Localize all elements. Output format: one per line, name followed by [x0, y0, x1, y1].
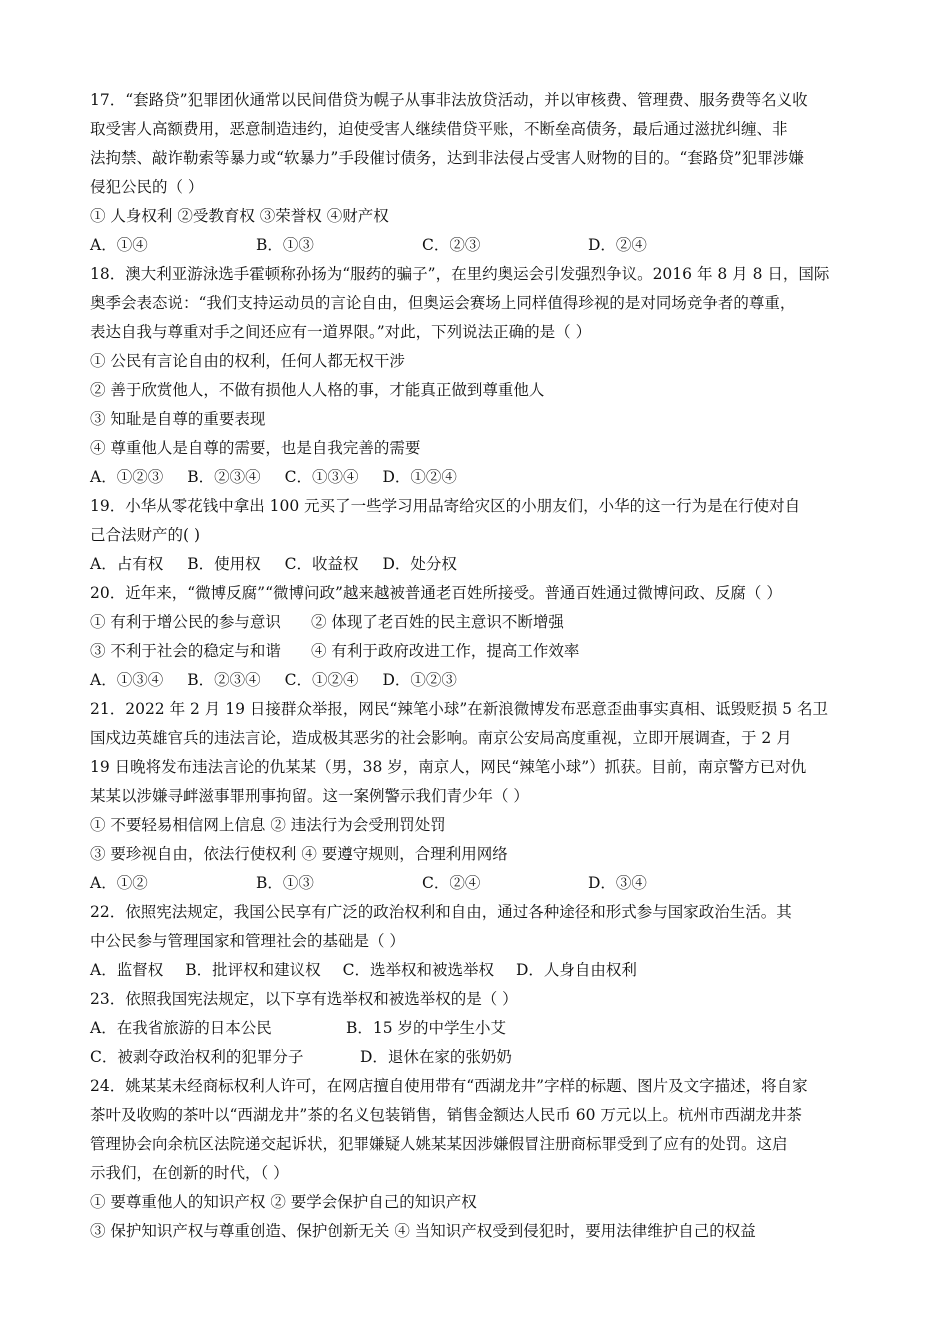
option-c: C．①②④	[284, 671, 359, 689]
question-20-statements-row	[90, 637, 870, 666]
question-17-stem-line: 取受害人高额费用，恶意制造违约，迫使受害人继续借贷平账，不断垒高债务，最后通过滋扰纠缠、非	[90, 120, 788, 138]
question-17-statements: ① 人身权利 ②受教育权 ③荣誉权 ④财产权	[90, 207, 389, 225]
question-19-stem-line: 19．小华从零花钱中拿出 100 元买了一些学习用品寄给灾区的小朋友们，小华的这一行为是在行使对自	[90, 497, 801, 515]
option-d: D．②④	[588, 236, 647, 254]
option-d: D．③④	[588, 874, 647, 892]
question-24-stem-line: 管理协会向余杭区法院递交起诉状，犯罪嫌疑人姚某某因涉嫌假冒注册商标罪受到了应有的处罚。这启	[90, 1135, 788, 1153]
option-a: A．①④	[90, 236, 148, 254]
question-18-statement: ③ 知耻是自尊的重要表现	[90, 410, 266, 428]
question-19-stem-line: 己合法财产的( )	[90, 526, 201, 544]
question-23-options-row	[90, 1043, 870, 1072]
question-20-stem-line: 20．近年来，“微博反腐”“微博问政”越来越被普通老百姓所接受。普通百姓通过微博问政、反腐（ ）	[90, 584, 782, 602]
option-b: B．①③	[256, 236, 314, 254]
question-21-stem-line: 国戍边英雄官兵的违法言论，造成极其恶劣的社会影响。南京公安局高度重视，立即开展调查，于 2 月	[90, 729, 792, 747]
question-20-statement: ② 体现了老百姓的民主意识不断增强	[310, 613, 564, 631]
question-24	[90, 1072, 870, 1246]
question-21	[90, 695, 870, 898]
question-20-options	[90, 666, 870, 695]
option-d: D．退休在家的张奶奶	[360, 1048, 512, 1066]
question-22	[90, 898, 870, 985]
option-b: B．批评权和建议权	[185, 961, 321, 979]
option-d: D．人身自由权利	[515, 961, 637, 979]
question-23-options-row	[90, 1014, 870, 1043]
option-b: B．15 岁的中学生小艾	[346, 1019, 507, 1037]
option-a: A．①③④	[90, 671, 164, 689]
question-17-stem-line: 侵犯公民的（ ）	[90, 178, 204, 196]
option-c: C．②④	[422, 874, 481, 892]
question-22-options	[90, 956, 870, 985]
option-c: C．②③	[422, 236, 481, 254]
question-21-stem-line: 某某以涉嫌寻衅滋事罪刑事拘留。这一案例警示我们青少年（ ）	[90, 787, 529, 805]
question-18-statement: ② 善于欣赏他人，不做有损他人人格的事，才能真正做到尊重他人	[90, 381, 545, 399]
question-24-statement: ① 要尊重他人的知识产权 ② 要学会保护自己的知识产权	[90, 1193, 477, 1211]
option-c: C．选举权和被选举权	[342, 961, 494, 979]
question-20-statement: ① 有利于增公民的参与意识	[90, 613, 281, 631]
question-24-stem-line: 示我们，在创新的时代，（ ）	[90, 1164, 289, 1182]
option-c: C．被剥夺政治权利的犯罪分子	[90, 1048, 304, 1066]
question-17-options	[90, 231, 870, 260]
question-21-stem-line: 21．2022 年 2 月 19 日接群众举报，网民“辣笔小球”在新浪微博发布恶意歪曲事实真相、诋毁贬损 5 名卫	[90, 700, 828, 718]
question-24-stem-line: 茶叶及收购的茶叶以“西湖龙井”茶的名义包装销售，销售金额达人民币 60 万元以上。杭州市西湖龙井茶	[90, 1106, 802, 1124]
question-22-stem-line: 22．依照宪法规定，我国公民享有广泛的政治权利和自由，通过各种途径和形式参与国家政治生活。其	[90, 903, 792, 921]
question-23	[90, 985, 870, 1072]
question-20-statement: ③ 不利于社会的稳定与和谐	[90, 642, 281, 660]
exam-page	[90, 86, 870, 1246]
question-20-statement: ④ 有利于政府改进工作，提高工作效率	[310, 642, 580, 660]
option-b: B．②③④	[187, 468, 261, 486]
question-20	[90, 579, 870, 695]
question-19	[90, 492, 870, 579]
option-c: C．①③④	[284, 468, 359, 486]
question-17-stem-line: 17．“套路贷”犯罪团伙通常以民间借贷为幌子从事非法放贷活动，并以审核费、管理费、服务费等名义收	[90, 91, 808, 109]
question-20-statements-row	[90, 608, 870, 637]
option-a: A．在我省旅游的日本公民	[90, 1019, 272, 1037]
question-24-stem-line: 24．姚某某未经商标权利人许可，在网店擅自使用带有“西湖龙井”字样的标题、图片及文字描述，将自家	[90, 1077, 808, 1095]
option-d: D．处分权	[382, 555, 457, 573]
question-22-stem-line: 中公民参与管理国家和管理社会的基础是（ ）	[90, 932, 405, 950]
question-17-stem-line: 法拘禁、敲诈勒索等暴力或“软暴力”手段催讨债务，达到非法侵占受害人财物的目的。“套路贷”犯罪涉嫌	[90, 149, 804, 167]
question-18-stem-line: 18．澳大利亚游泳选手霍顿称孙扬为“服药的骗子”，在里约奥运会引发强烈争议。2016 年 8 月 8 日，国际	[90, 265, 830, 283]
option-a: A．监督权	[90, 961, 164, 979]
question-21-options	[90, 869, 870, 898]
option-b: B．①③	[256, 874, 314, 892]
question-21-statement: ① 不要轻易相信网上信息 ② 违法行为会受刑罚处罚	[90, 816, 446, 834]
question-18-statement: ① 公民有言论自由的权利，任何人都无权干涉	[90, 352, 405, 370]
question-23-stem-line: 23．依照我国宪法规定，以下享有选举权和被选举权的是（ ）	[90, 990, 518, 1008]
option-a: A．占有权	[90, 555, 164, 573]
question-19-options	[90, 550, 870, 579]
question-18-stem-line: 奥季会表态说：“我们支持运动员的言论自由，但奥运会赛场上同样值得珍视的是对同场竞争者的尊重，	[90, 294, 796, 312]
question-18-options	[90, 463, 870, 492]
option-a: A．①②	[90, 874, 148, 892]
question-21-statement: ③ 要珍视自由，依法行使权利 ④ 要遵守规则，合理利用网络	[90, 845, 508, 863]
option-b: B．使用权	[187, 555, 261, 573]
question-18-stem-line: 表达自我与尊重对手之间还应有一道界限。”对此，下列说法正确的是（ ）	[90, 323, 592, 341]
question-21-stem-line: 19 日晚将发布违法言论的仇某某（男，38 岁，南京人，网民“辣笔小球”）抓获。目前，南京警方已对仇	[90, 758, 807, 776]
option-b: B．②③④	[187, 671, 261, 689]
option-a: A．①②③	[90, 468, 164, 486]
question-17	[90, 86, 870, 260]
question-18	[90, 260, 870, 492]
option-d: D．①②④	[382, 468, 457, 486]
question-24-statement: ③ 保护知识产权与尊重创造、保护创新无关 ④ 当知识产权受到侵犯时，要用法律维护自己的权益	[90, 1222, 756, 1240]
question-18-statement: ④ 尊重他人是自尊的需要，也是自我完善的需要	[90, 439, 421, 457]
option-d: D．①②③	[382, 671, 457, 689]
option-c: C．收益权	[284, 555, 359, 573]
